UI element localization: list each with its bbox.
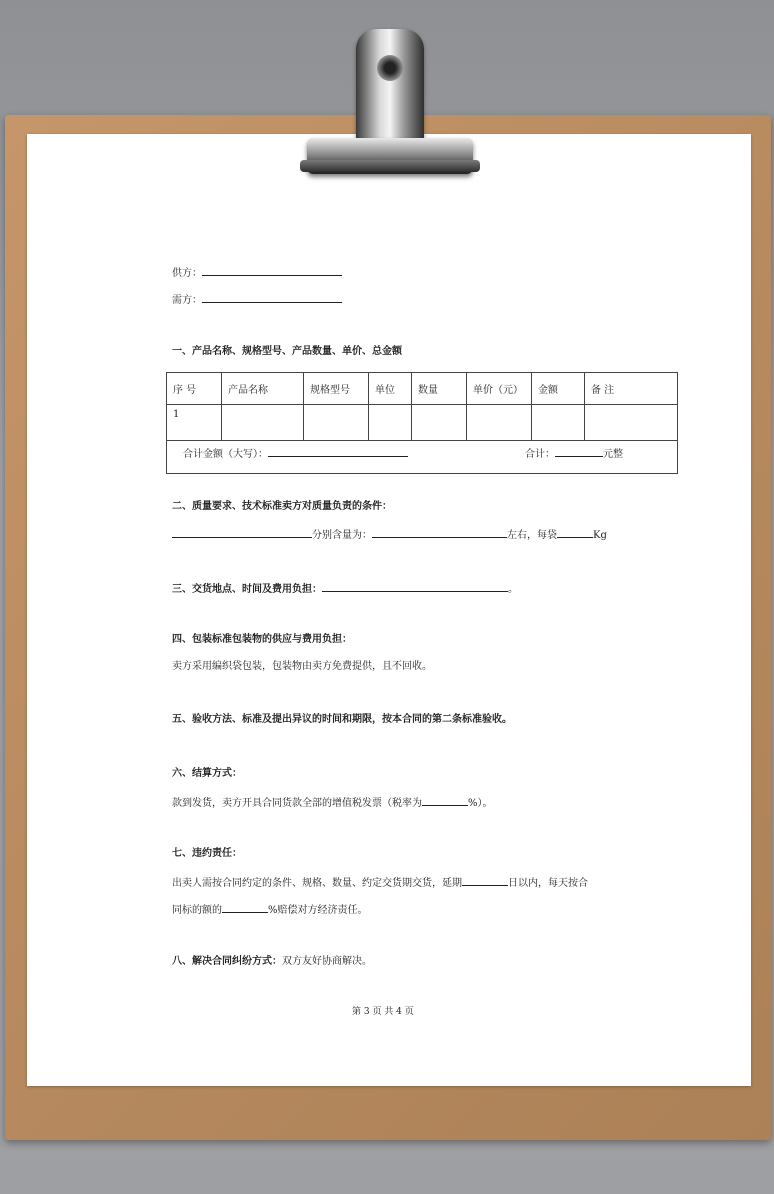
supplier-label: 供方：	[172, 268, 202, 279]
clip-rivet	[377, 55, 403, 81]
supplier-blank	[202, 265, 342, 276]
buyer-label: 需方：	[172, 295, 202, 306]
section6-text-a: 款到发货，卖方开具合同货款全部的增值税发票（税率为	[172, 798, 422, 809]
section2-line	[172, 527, 607, 542]
section7-line1-a: 出卖人需按合同约定的条件、规格、数量、约定交货期交货，延期	[172, 878, 462, 889]
table-cell	[467, 405, 532, 441]
page-number: 第 3 页 共 4 页	[352, 1007, 414, 1017]
section6-line	[172, 795, 493, 810]
bag-weight-blank	[557, 527, 593, 538]
table-header: 单价（元）	[467, 373, 532, 405]
table-cell	[585, 405, 678, 441]
total-upper-blank	[268, 446, 408, 457]
table-cell	[222, 405, 304, 441]
total-label: 合计：	[525, 449, 555, 460]
section7-line1	[172, 875, 588, 890]
table-header: 单位	[369, 373, 412, 405]
supplier-line	[172, 265, 342, 280]
section3-end: 。	[508, 584, 518, 595]
section7-line2-b: %赔偿对方经济责任。	[268, 905, 368, 916]
total	[525, 445, 623, 460]
section3-title: 三、交货地点、时间及费用负担：	[172, 584, 322, 595]
section6-text-b: %）。	[468, 798, 493, 809]
section1-title: 一、产品名称、规格型号、产品数量、单价、总金额	[172, 346, 402, 357]
product-table	[166, 372, 678, 474]
clip-lever	[356, 29, 424, 145]
section7-line2-a: 同标的额的	[172, 905, 222, 916]
table-header: 备 注	[585, 373, 678, 405]
tax-rate-blank	[422, 795, 468, 806]
table-total-row	[167, 441, 678, 474]
document-page	[27, 134, 751, 1086]
buyer-line	[172, 292, 342, 307]
section7-line1-b: 日以内，每天按合	[508, 878, 588, 889]
table-header-row	[167, 373, 678, 405]
section4-text: 卖方采用编织袋包装，包装物由卖方免费提供，且不回收。	[172, 661, 432, 672]
table-row	[167, 405, 678, 441]
section8-line	[172, 956, 372, 968]
total-upper	[183, 445, 408, 460]
table-cell	[412, 405, 467, 441]
buyer-blank	[202, 292, 342, 303]
row-number: 1	[167, 405, 222, 441]
section2-title: 二、质量要求、技术标准卖方对质量负责的条件：	[172, 501, 392, 512]
section7-line2	[172, 902, 368, 917]
table-header: 数量	[412, 373, 467, 405]
table-cell	[532, 405, 585, 441]
total-unit: 元整	[603, 449, 623, 460]
content-blank	[372, 527, 507, 538]
quality-blank	[172, 527, 312, 538]
table-cell	[304, 405, 369, 441]
section8-text: 双方友好协商解决。	[282, 956, 372, 967]
section8-title: 八、解决合同纠纷方式：	[172, 956, 282, 967]
section4-title: 四、包装标准包装物的供应与费用负担：	[172, 634, 352, 645]
table-header: 金额	[532, 373, 585, 405]
table-header: 产品名称	[222, 373, 304, 405]
section3-line	[172, 581, 518, 596]
table-header: 序 号	[167, 373, 222, 405]
table-cell	[369, 405, 412, 441]
total-upper-label: 合计金额（大写）：	[183, 449, 268, 460]
table-header: 规格型号	[304, 373, 369, 405]
total-blank	[555, 446, 603, 457]
penalty-rate-blank	[222, 902, 268, 913]
delay-days-blank	[462, 875, 508, 886]
weight-unit: Kg	[593, 530, 607, 541]
delivery-blank	[322, 581, 508, 592]
section7-title: 七、违约责任：	[172, 848, 242, 859]
section5-title: 五、验收方法、标准及提出异议的时间和期限，按本合同的第二条标准验收。	[172, 714, 512, 725]
clip-jaw	[300, 160, 480, 172]
section6-title: 六、结算方式：	[172, 768, 242, 779]
about-label: 左右，每袋	[507, 530, 557, 541]
total-cell	[167, 441, 678, 474]
content-label: 分别含量为：	[312, 530, 372, 541]
